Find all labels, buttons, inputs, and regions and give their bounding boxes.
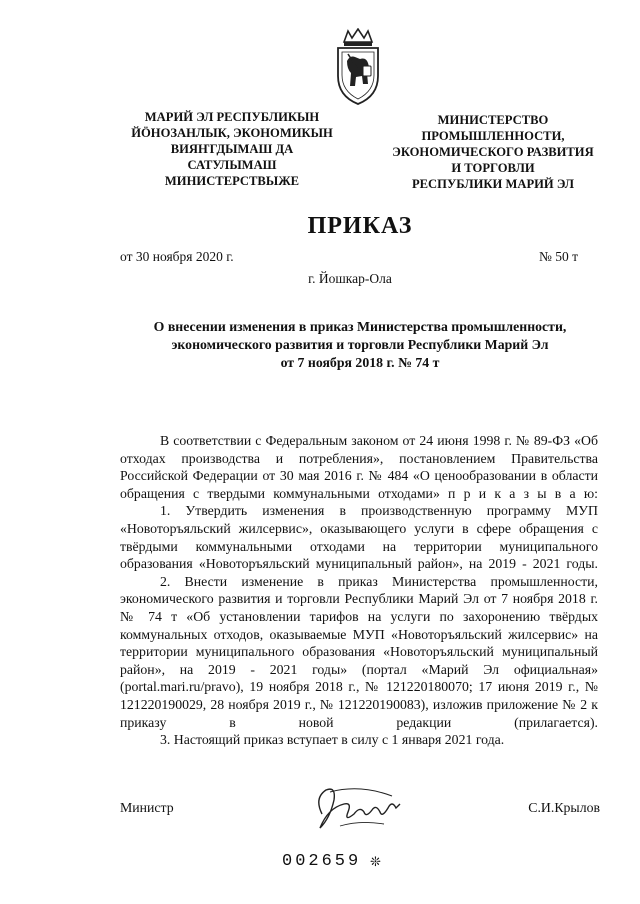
item-1-paragraph: 1. Утвердить изменения в производственную программу МУП «Новоторъяльский жилсервис», оказывающего услуги в сфере обращения с твёрдыми коммунальными отходами на территории муниципального образования «Новоторъяльский муниципальный район», на 2019 - 2021 годы.: [120, 503, 598, 572]
item-3-paragraph: 3. Настоящий приказ вступает в силу с 1 января 2021 года.: [160, 732, 505, 748]
document-subject: О внесении изменения в приказ Министерства промышленности, экономического развития и торговли Республики Марий Эл от 7 ноября 2018 г. № 74 т: [153, 319, 567, 370]
coat-of-arms-icon: [330, 28, 386, 106]
right-organization-name: МИНИСТЕРСТВО ПРОМЫШЛЕННОСТИ, ЭКОНОМИЧЕСКОГО РАЗВИТИЯ И ТОРГОВЛИ РЕСПУБЛИКИ МАРИЙ ЭЛ: [392, 113, 594, 191]
item-2-paragraph: 2. Внести изменение в приказ Министерства промышленности, экономического развития и торговли Республики Марий Эл от 7 ноября 2018 г. № 74 т «Об установлении тарифов на услуги по захоронению твёрдых коммунальных отходов, оказываемые МУП «Новоторъяльский жилсервис» на территории муниципального образования «Новоторъяльский муниципальный район», на 2019 - 2021 годы» (портал «Марий Эл официальная» (portal.mari.ru/pravo), 19 ноября 2018 г., № 121220180070; 17 июня 2019 г., № 121220190029, 28 ноября 2019 г., № 121220190083), изложив приложение № 2 к приказу в новой редакции (прилагается).: [120, 573, 598, 730]
handwritten-signature: [300, 778, 420, 838]
document-title: ПРИКАЗ: [307, 213, 413, 239]
signatory-position: Министр: [120, 800, 174, 815]
document-city: г. Йошкар-Ола: [308, 271, 392, 286]
serial-number: 002659: [282, 852, 362, 871]
serial-mark-icon: ❊: [370, 854, 381, 869]
document-body: [120, 432, 598, 749]
document-number: № 50 т: [538, 249, 578, 264]
document-date: от 30 ноября 2020 г.: [120, 249, 234, 264]
left-organization-name: МАРИЙ ЭЛ РЕСПУБЛИКЫН ЙӦНОЗАНЛЫК, ЭКОНОМИКЫН ВИЯҤГДЫМАШ ДА САТУЛЫМАШ МИНИСТЕРСТВЫЖЕ: [131, 110, 333, 188]
intro-paragraph: В соответствии с Федеральным законом от 24 июня 1998 г. № 89-ФЗ «Об отходах производства и потребления», постановлением Правительства Российской Федерации от 30 мая 2016 г. № 484 «О ценообразовании в области обращения с твердыми коммунальными отходами» п р и к а з ы в а ю:: [120, 433, 598, 501]
signatory-name: С.И.Крылов: [528, 800, 600, 815]
